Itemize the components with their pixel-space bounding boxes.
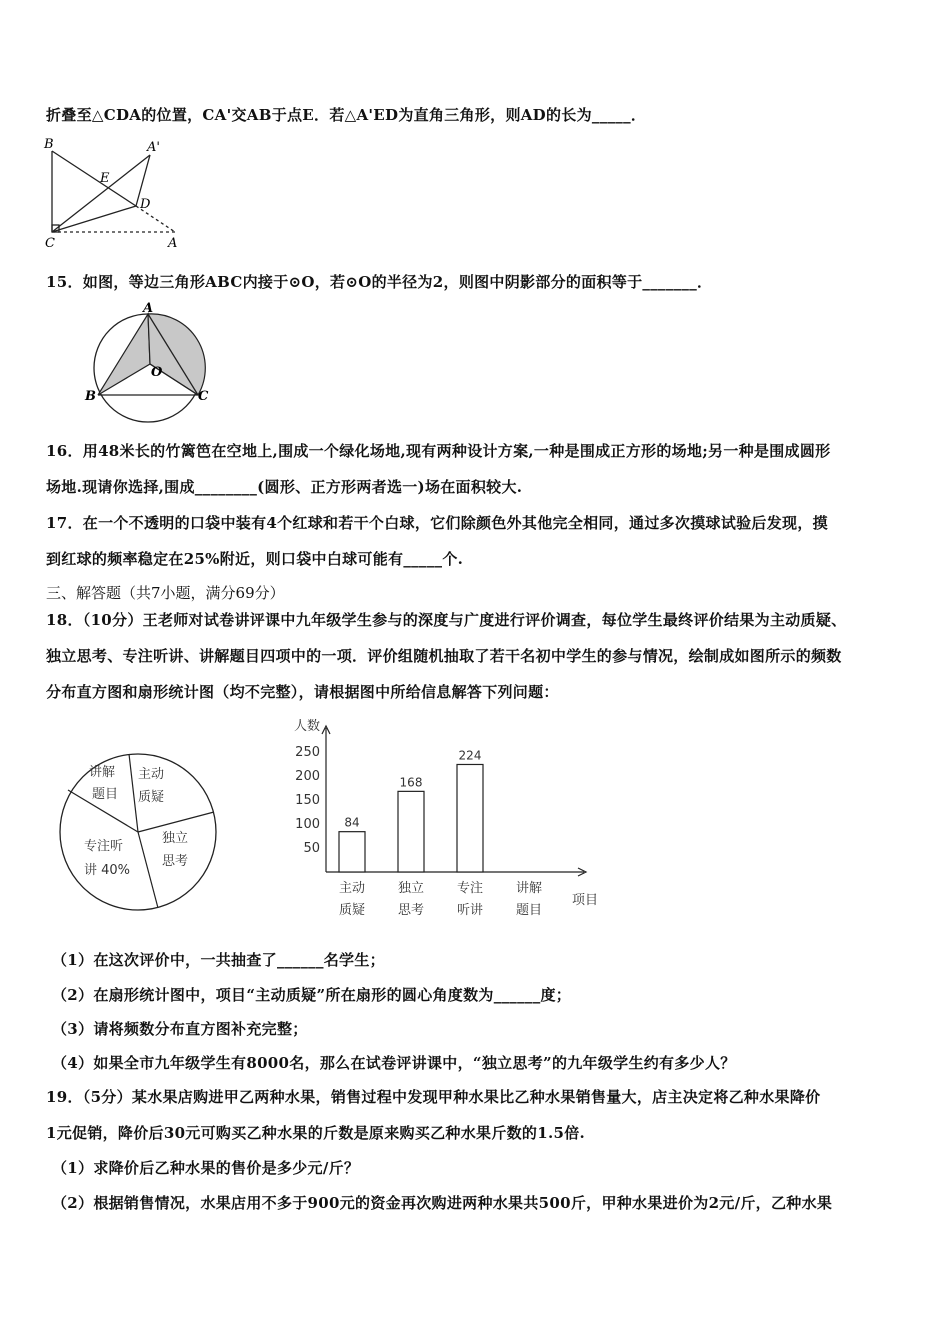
x-category-label: 主动 (338, 881, 366, 896)
q18-part3: （3）请将频数分布直方图补充完整； (52, 1020, 308, 1038)
label-O: O (151, 365, 163, 380)
label-A-prime: A' (147, 140, 160, 155)
y-tick-label: 100 (295, 817, 320, 832)
section-3-heading: 三、解答题（共7小题，满分69分） (46, 584, 285, 602)
x-category-label: 讲解 (515, 881, 543, 896)
pie-chart (52, 748, 222, 914)
pie-label-question-1: 主动 (138, 767, 165, 782)
q18-part1: （1）在这次评价中，一共抽查了______名学生； (52, 951, 385, 969)
problem19-line1: 19．（5分）某水果店购进甲乙两种水果，销售过程中发现甲种水果比乙种水果销售量大，店主决定将乙种水果降价 (46, 1088, 821, 1106)
bar-value-label: 168 (399, 775, 423, 790)
q18-part2: （2）在扇形统计图中，项目“主动质疑”所在扇形的圆心角度数为______度； (52, 986, 572, 1004)
label-A: A (143, 301, 154, 316)
bar-value-label: 224 (458, 748, 482, 763)
label-D: D (140, 197, 151, 212)
q18-part4: （4）如果全市九年级学生有8000名，那么在试卷评讲课中，“独立思考”的九年级学生约有多少人？ (52, 1054, 736, 1072)
pie-label-listen-2: 讲 40% (84, 863, 131, 878)
pie-label-think-2: 思考 (162, 854, 189, 869)
x-category-label: 题目 (515, 903, 543, 918)
y-tick-label: 250 (295, 745, 320, 760)
pie-label-explain-1: 讲解 (89, 765, 116, 780)
problem15-text: 15．如图，等边三角形ABC内接于⊙O，若⊙O的半径为2，则图中阴影部分的面积等于_______． (46, 273, 713, 291)
problem17-line1: 17．在一个不透明的口袋中装有4个红球和若干个白球，它们除颜色外其他完全相同，通过多次摸球试验后发现，摸 (46, 514, 828, 532)
x-axis-title: 项目 (572, 893, 599, 908)
problem18-line3: 分布直方图和扇形统计图（均不完整），请根据图中所给信息解答下列问题： (46, 683, 559, 701)
bar-chart (280, 712, 610, 924)
label-B: B (44, 137, 54, 152)
y-tick-label: 150 (295, 793, 320, 808)
x-category-label: 独立 (397, 881, 425, 896)
bar (339, 832, 365, 872)
bar (457, 764, 483, 872)
bar-value-label: 84 (344, 815, 360, 830)
x-category-label: 质疑 (338, 903, 366, 918)
problem16-line2: 场地.现请你选择,围成________(圆形、正方形两者选一)场在面积较大. (46, 478, 523, 496)
pie-label-think-1: 独立 (162, 831, 189, 846)
pie-label-question-2: 质疑 (138, 790, 165, 805)
problem18-line1: 18．（10分）王老师对试卷讲评课中九年级学生参与的深度与广度进行评价调查，每位学生最终评价结果为主动质疑、 (46, 611, 847, 629)
figure-15-circle-triangle (80, 298, 215, 428)
y-axis-title: 人数 (294, 719, 321, 734)
y-tick-label: 200 (295, 769, 320, 784)
problem19-line2: 1元促销，降价后30元可购买乙种水果的斤数是原来购买乙种水果斤数的1.5倍. (46, 1124, 586, 1142)
y-tick-label: 50 (303, 841, 320, 856)
problem14-continuation: 折叠至△CDA的位置，CA'交AB于点E．若△A'ED为直角三角形，则AD的长为_____． (46, 106, 647, 124)
x-category-label: 思考 (397, 903, 425, 918)
q19-part2: （2）根据销售情况，水果店用不多于900元的资金再次购进两种水果共500斤，甲种水果进价为2元/斤，乙种水果 (52, 1194, 833, 1212)
label-B: B (85, 389, 96, 404)
problem17-line2: 到红球的频率稳定在25%附近，则口袋中白球可能有_____个. (46, 550, 464, 568)
label-E: E (100, 171, 110, 186)
label-C: C (198, 389, 209, 404)
bar (398, 791, 424, 872)
label-A: A (168, 236, 178, 251)
x-category-label: 专注 (456, 881, 484, 896)
x-category-label: 听讲 (456, 903, 484, 918)
figure-14-folded-triangle (40, 134, 190, 252)
label-C: C (45, 236, 55, 251)
problem18-line2: 独立思考、专注听讲、讲解题目四项中的一项．评价组随机抽取了若干名初中学生的参与情况，绘制成如图所示的频数 (46, 647, 842, 665)
problem16-line1: 16．用48米长的竹篱笆在空地上,围成一个绿化场地,现有两种设计方案,一种是围成正方形的场地;另一种是围成圆形 (46, 442, 831, 460)
q19-part1: （1）求降价后乙种水果的售价是多少元/斤？ (52, 1159, 360, 1177)
pie-label-listen-1: 专注听 (84, 839, 124, 854)
pie-label-explain-2: 题目 (92, 787, 119, 802)
